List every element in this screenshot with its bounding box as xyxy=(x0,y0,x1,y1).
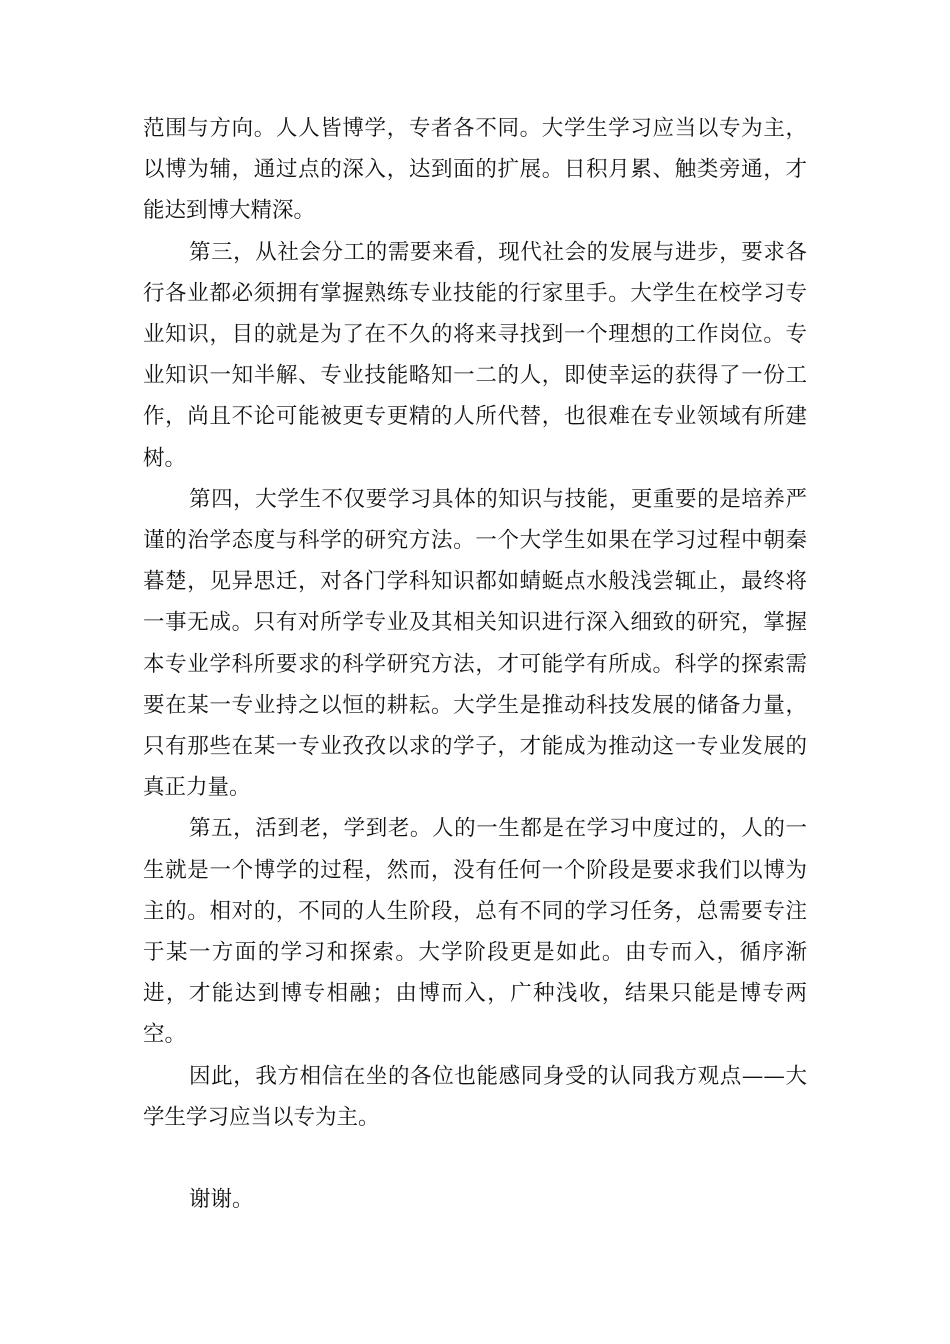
paragraph-fifth-point: 第五，活到老，学到老。人的一生都是在学习中度过的，人的一生就是一个博学的过程，然而，没有任何一个阶段是要求我们以博为主的。相对的，不同的人生阶段，总有不同的学习任务，总需要专注于某一方面的学习和探索。大学阶段更是如此。由专而入，循序渐进，才能达到博专相融；由博而入，广种浅收，结果只能是博专两空。 xyxy=(143,816,807,1048)
closing-thanks: 谢谢。 xyxy=(189,1187,254,1213)
paragraph-continuation: 范围与方向。人人皆博学，专者各不同。大学生学习应当以专为主，以博为辅，通过点的深入，达到面的扩展。日积月累、触类旁通，才能达到博大精深。 xyxy=(143,116,807,224)
document-body xyxy=(143,108,807,1220)
paragraph-conclusion: 因此，我方相信在坐的各位也能感同身受的认同我方观点——大学生学习应当以专为主。 xyxy=(143,1063,807,1130)
paragraph-third-point: 第三，从社会分工的需要来看，现代社会的发展与进步，要求各行各业都必须拥有掌握熟练专业技能的行家里手。大学生在校学习专业知识，目的就是为了在不久的将来寻找到一个理想的工作岗位。专业知识一知半解、专业技能略知一二的人，即使幸运的获得了一份工作，尚且不论可能被更专更精的人所代替，也很难在专业领域有所建树。 xyxy=(143,239,807,471)
blank-line xyxy=(143,1138,807,1179)
paragraph-fourth-point: 第四，大学生不仅要学习具体的知识与技能，更重要的是培养严谨的治学态度与科学的研究方法。一个大学生如果在学习过程中朝秦暮楚，见异思迁，对各门学科知识都如蜻蜓点水般浅尝辄止，最终将一事无成。只有对所学专业及其相关知识进行深入细致的研究，掌握本专业学科所要求的科学研究方法，才可能学有所成。科学的探索需要在某一专业持之以恒的耕耘。大学生是推动科技发展的储备力量，只有那些在某一专业孜孜以求的学子，才能成为推动这一专业发展的真正力量。 xyxy=(143,486,807,801)
